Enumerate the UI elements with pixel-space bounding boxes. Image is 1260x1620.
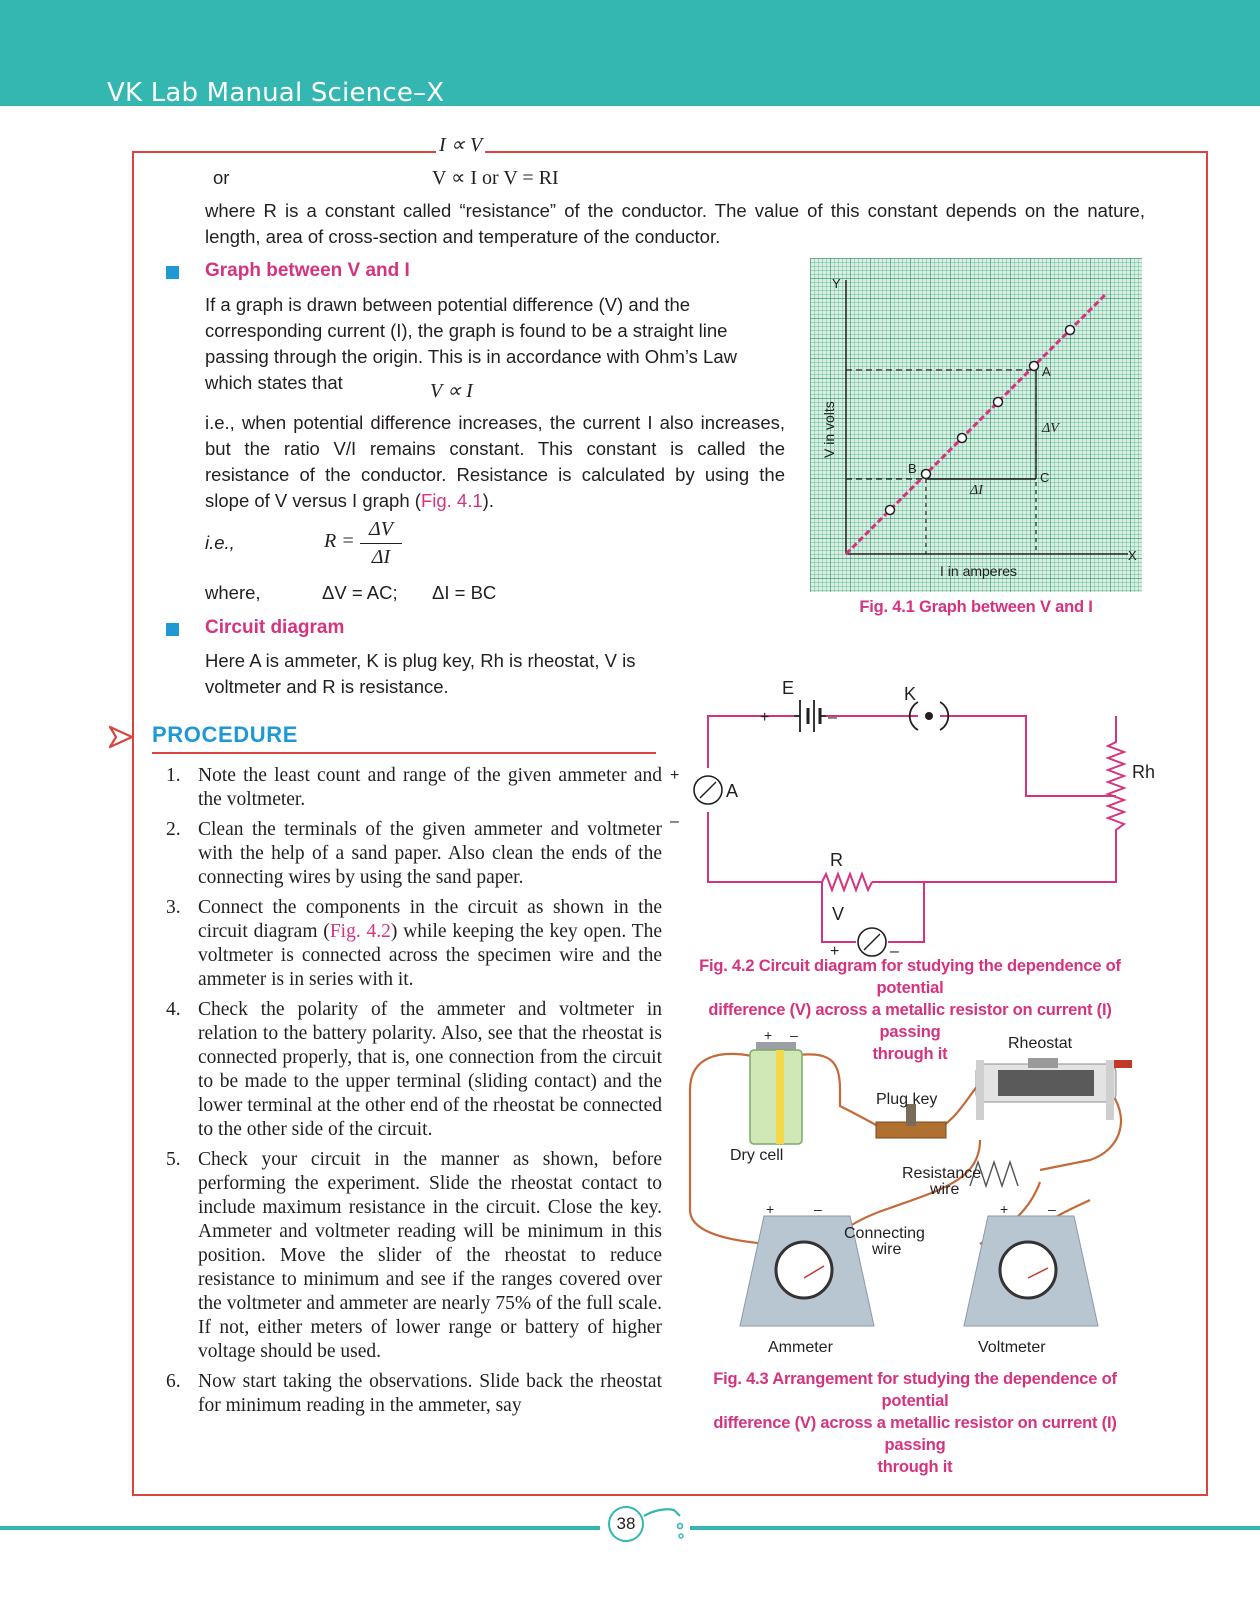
wire (708, 812, 822, 882)
list-item (166, 896, 662, 992)
list-item (166, 818, 662, 890)
resistance-definition: where R is a constant called “resistance” of the conductor. The value of this constant depends on the nature, length, area of cross-section and temperature of the conductor. (205, 200, 1145, 247)
equation-v-equals-ri: V ∝ I or V = RI (432, 167, 559, 189)
list-item (166, 1370, 662, 1418)
y-axis-label: V in volts (821, 401, 837, 458)
voltmeter-dial (1000, 1242, 1056, 1298)
heading-graph: Graph between V and I (205, 260, 410, 281)
list-number: 1. (166, 765, 181, 786)
x-axis-letter: X (1128, 548, 1137, 563)
equation-v-prop-i: V ∝ I (430, 380, 473, 402)
voltmeter-minus: – (1048, 1201, 1056, 1217)
list-item (166, 1148, 662, 1364)
where-equation-dv: ΔV = AC; (322, 582, 398, 603)
page-number: 38 (608, 1506, 644, 1542)
ammeter-minus: – (670, 813, 679, 830)
cell-minus: – (790, 1030, 798, 1043)
data-point (1066, 326, 1075, 335)
resistor-zigzag (822, 874, 872, 890)
footer-line-left (0, 1526, 600, 1530)
ratio-paragraph (205, 410, 785, 514)
rheostat-knob (1112, 1060, 1132, 1068)
key-plug-icon (925, 712, 933, 720)
r-equation-numerator: ΔV (369, 518, 393, 540)
battery-minus: – (828, 709, 837, 726)
data-point (994, 398, 1003, 407)
caption-line: through it (872, 1045, 948, 1063)
cell-stripe (776, 1050, 784, 1144)
cell-plus: + (764, 1030, 773, 1043)
point-c-label: C (1040, 470, 1050, 485)
voltmeter-minus: – (890, 943, 899, 960)
list-number: 3. (166, 897, 181, 918)
list-text: Note the least count and range of the given ammeter and the voltmeter. (198, 765, 662, 810)
bullet-square (166, 266, 179, 279)
ratio-text: i.e., when potential difference increases, the current I also increases, but the ratio V/I remains constant. This constant is called the resistance of the conductor. Resistance is calculated by using the slope of V versus I graph ( (205, 412, 785, 511)
ammeter-plus: + (766, 1201, 775, 1217)
r-equation-denominator: ΔI (371, 546, 391, 568)
voltmeter-label: Voltmeter (978, 1339, 1046, 1356)
list-number: 4. (166, 999, 181, 1020)
wire (946, 716, 1116, 796)
fig42-circuit (660, 670, 1160, 960)
where-equation-di: ΔI = BC (432, 582, 497, 603)
caption-line: Fig. 4.2 Circuit diagram for studying the dependence of potential (699, 957, 1121, 997)
list-text: Now start taking the observations. Slide back the rheostat for minimum reading in the ammeter, say (198, 1371, 662, 1416)
rheostat-stand (1106, 1060, 1114, 1120)
wire (708, 716, 794, 768)
list-text-part: ) while keeping the key open. The voltmeter is connected across the specimen wire and the ammeter is in series with it. (198, 921, 662, 990)
bullet-square (166, 623, 179, 636)
fig41-reference: Fig. 4.1 (420, 490, 483, 511)
procedure-list (166, 764, 662, 1424)
wire (872, 834, 1116, 882)
list-number: 5. (166, 1149, 181, 1170)
ammeter-label: Ammeter (768, 1339, 833, 1356)
data-point (958, 434, 967, 443)
rheostat-label-rh: Rh (1132, 762, 1156, 782)
ammeter-label-a: A (726, 781, 739, 801)
battery-label-e: E (782, 678, 795, 698)
fig41-caption: Fig. 4.1 Graph between V and I (859, 598, 1093, 616)
plug-key-label: Plug key (876, 1091, 938, 1108)
rheostat-coil (998, 1070, 1094, 1096)
flask-icon (640, 1500, 686, 1546)
resistance-wire-label: Resistance (902, 1165, 982, 1182)
cell-cap (756, 1042, 796, 1050)
delta-i-label: ΔI (970, 483, 983, 498)
where-label: where, (205, 582, 261, 603)
list-text: Check the polarity of the ammeter and voltmeter in relation to the battery polarity. Also, see that the rheostat is connected properly, that is, one connection from the circuit to be made to the upper terminal (sliding contact) and the lower terminal at the other end of the rheostat be connected to the other side of the circuit. (198, 999, 662, 1140)
fig43-caption (685, 1368, 1145, 1478)
ammeter-dial (776, 1242, 832, 1298)
point-b-label: B (908, 461, 917, 476)
rheostat-label: Rheostat (1008, 1035, 1073, 1052)
caption-line: difference (V) across a metallic resistor on current (I) passing (713, 1414, 1117, 1454)
rheostat-stand (976, 1060, 984, 1120)
ammeter-minus: – (814, 1201, 822, 1217)
ratio-text-end: ). (482, 490, 494, 511)
book-title: VK Lab Manual Science–X (107, 78, 445, 108)
data-point (922, 470, 931, 479)
rheostat-zigzag (1108, 716, 1124, 834)
rheostat-slider (1028, 1058, 1058, 1068)
list-item (166, 764, 662, 812)
caption-line: through it (877, 1458, 953, 1476)
fig42-reference: Fig. 4.2 (329, 921, 391, 942)
procedure-heading: PROCEDURE (152, 722, 298, 747)
connecting-wire-label: wire (872, 1241, 902, 1258)
equation-i-prop-v: I ∝ V (436, 132, 485, 157)
data-point (1030, 362, 1039, 371)
y-axis-letter: Y (832, 276, 841, 291)
caption-line: Fig. 4.3 Arrangement for studying the dependence of potential (713, 1370, 1117, 1410)
circuit-text: Here A is ammeter, K is plug key, Rh is rheostat, V is voltmeter and R is resistance. (205, 650, 636, 697)
list-text-part: Connect the components in the circuit as shown in the circuit diagram ( (198, 897, 662, 942)
fig43-arrangement (680, 1030, 1150, 1362)
graph-intro: If a graph is drawn between potential difference (V) and the corresponding current (I), the graph is found to be a straight line passing through the origin. This is in accordance with Ohm’s Law which states that (205, 294, 737, 393)
ammeter-plus: + (670, 767, 680, 784)
list-text (198, 896, 662, 992)
delta-v-label: ΔV (1042, 421, 1059, 436)
point-a-label: A (1042, 364, 1051, 379)
wire (888, 882, 924, 942)
list-number: 2. (166, 819, 181, 840)
connecting-wire-label: Connecting (844, 1225, 925, 1242)
procedure-underline (152, 752, 656, 754)
fig41-graph (810, 258, 1142, 592)
ie-label: i.e., (205, 532, 235, 553)
caption-line: difference (V) across a metallic resistor on current (I) passing (708, 1001, 1112, 1041)
fraction-bar (360, 543, 402, 544)
list-number: 6. (166, 1371, 181, 1392)
x-axis-label: I in amperes (940, 563, 1018, 579)
heading-circuit: Circuit diagram (205, 617, 345, 638)
dry-cell-label: Dry cell (730, 1147, 784, 1164)
footer-line-right (690, 1526, 1260, 1530)
voltmeter-label-v: V (832, 904, 845, 924)
list-text: Check your circuit in the manner as shown, before performing the experiment. Slide the rheostat contact to include maximum resistance in the circuit. Close the key. Ammeter and voltmeter reading will be minimum in this position. Move the slider of the rheostat to reduce resistance to minimum and see if the ranges covered over the voltmeter and ammeter are nearly 75% of the full scale. If not, either meters of lower range or battery of higher voltage should be used. (198, 1149, 662, 1362)
resistance-wire-label: wire (930, 1181, 960, 1198)
list-item (166, 998, 662, 1142)
list-text: Clean the terminals of the given ammeter and voltmeter with the help of a sand paper. Also clean the ends of the connecting wires by using the sand paper. (198, 819, 662, 888)
battery-plus: + (760, 709, 770, 726)
key-label-k: K (904, 684, 917, 704)
resistor-label-r: R (830, 850, 843, 870)
voltmeter-plus: + (1000, 1201, 1009, 1217)
data-point (886, 506, 895, 515)
arrow-pointer-icon (108, 724, 134, 750)
voltmeter-plus: + (830, 943, 840, 960)
r-equation-lhs: R = (324, 530, 355, 552)
or-label: or (213, 167, 230, 188)
